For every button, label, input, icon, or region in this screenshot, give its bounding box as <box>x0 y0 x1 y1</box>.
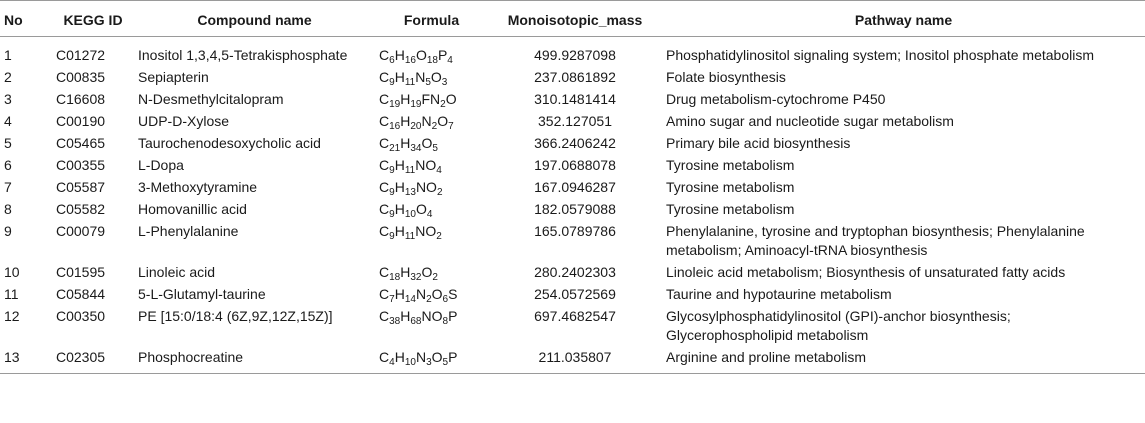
table-row <box>0 110 1145 132</box>
formula-subscript: 5 <box>442 357 449 368</box>
formula-subscript: 34 <box>410 143 422 154</box>
cell-no: 1 <box>4 47 12 63</box>
formula-element: H <box>394 157 405 173</box>
formula-element: H <box>400 91 411 107</box>
formula-subscript: 38 <box>389 316 401 327</box>
formula-element: FN <box>421 91 441 107</box>
formula-element: H <box>394 349 405 365</box>
formula-subscript: 19 <box>410 99 422 110</box>
header-formula: Formula <box>375 1 488 37</box>
cell-formula <box>375 283 488 305</box>
cell-monoisotopic-mass: 352.127051 <box>538 113 612 129</box>
formula-element: C <box>379 69 390 85</box>
formula-element: N <box>415 69 426 85</box>
cell-no: 8 <box>4 201 12 217</box>
cell-kegg-id: C01595 <box>56 264 106 280</box>
formula-element: C <box>379 201 390 217</box>
cell-compound-name: PE [15:0/18:4 (6Z,9Z,12Z,15Z)] <box>138 308 333 324</box>
cell-kegg-id: C05844 <box>56 286 106 302</box>
formula-subscript: 8 <box>442 316 449 327</box>
formula-element: O <box>431 286 443 302</box>
formula-element: O <box>430 69 442 85</box>
formula-subscript: 18 <box>389 272 401 283</box>
formula-element: O <box>421 135 433 151</box>
formula-subscript: 4 <box>426 209 433 220</box>
cell-no: 3 <box>4 91 12 107</box>
table-row <box>0 154 1145 176</box>
formula-subscript: 11 <box>404 231 416 242</box>
header-pathway-name: Pathway name <box>662 1 1145 37</box>
formula-element: O <box>421 264 433 280</box>
cell-monoisotopic-mass: 499.9287098 <box>534 47 616 63</box>
cell-no: 11 <box>4 286 19 302</box>
cell-pathway-name: Linoleic acid metabolism; Biosynthesis of unsaturated fatty acids <box>666 264 1066 280</box>
cell-formula <box>375 346 488 374</box>
cell-no: 6 <box>4 157 12 173</box>
formula-subscript: 9 <box>389 231 395 242</box>
header-kegg-id: KEGG ID <box>52 1 134 37</box>
cell-formula <box>375 220 488 261</box>
cell-monoisotopic-mass: 167.0946287 <box>534 179 616 195</box>
formula-element: P <box>448 308 458 324</box>
formula-subscript: 4 <box>447 55 453 66</box>
formula-subscript: 2 <box>426 294 432 305</box>
formula-element: N <box>415 286 427 302</box>
formula-element: H <box>394 201 405 217</box>
cell-compound-name: Inositol 1,3,4,5-Tetrakisphosphate <box>138 47 348 63</box>
formula-element: O <box>415 47 427 63</box>
cell-monoisotopic-mass: 237.0861892 <box>534 69 616 85</box>
formula-subscript: 6 <box>389 55 395 66</box>
cell-formula <box>375 132 488 154</box>
formula-element: H <box>394 47 405 63</box>
formula-subscript: 7 <box>389 294 395 305</box>
formula-element: O <box>431 349 443 365</box>
cell-kegg-id: C00835 <box>56 69 106 85</box>
formula-subscript: 21 <box>389 143 401 154</box>
formula-subscript: 32 <box>410 272 422 283</box>
header-row <box>0 1 1145 37</box>
cell-monoisotopic-mass: 211.035807 <box>488 346 662 374</box>
cell-compound-name: N-Desmethylcitalopram <box>138 91 284 107</box>
formula-element: C <box>379 91 390 107</box>
cell-no: 13 <box>0 346 52 374</box>
table-header <box>0 1 1145 37</box>
formula-element: NO <box>415 223 437 239</box>
cell-kegg-id: C00079 <box>56 223 106 239</box>
formula-subscript: 6 <box>442 294 449 305</box>
table-row <box>0 198 1145 220</box>
cell-compound-name: 5-L-Glutamyl-taurine <box>138 286 266 302</box>
formula-subscript: 9 <box>389 77 395 88</box>
formula-element: C <box>379 179 390 195</box>
formula-subscript: 5 <box>432 143 438 154</box>
formula-element: S <box>448 286 458 302</box>
formula-element: C <box>379 157 390 173</box>
formula-element: H <box>400 135 411 151</box>
header-no: No <box>0 1 52 37</box>
cell-formula <box>375 176 488 198</box>
cell-no: 4 <box>4 113 12 129</box>
cell-compound-name: UDP-D-Xylose <box>138 113 230 129</box>
formula-subscript: 11 <box>404 77 416 88</box>
formula-subscript: 9 <box>389 187 395 198</box>
formula-element: O <box>445 91 457 107</box>
cell-kegg-id: C01272 <box>56 47 106 63</box>
formula-element: H <box>394 179 405 195</box>
table-row <box>0 220 1145 261</box>
cell-compound-name: L-Phenylalanine <box>138 223 239 239</box>
formula-subscript: 20 <box>410 121 422 132</box>
formula-element: C <box>379 286 390 302</box>
table-row <box>0 88 1145 110</box>
cell-monoisotopic-mass: 165.0789786 <box>534 223 616 239</box>
cell-formula <box>375 198 488 220</box>
cell-monoisotopic-mass: 197.0688078 <box>534 157 616 173</box>
table-body <box>0 37 1145 374</box>
cell-no: 7 <box>4 179 12 195</box>
cell-formula <box>375 66 488 88</box>
cell-monoisotopic-mass: 697.4682547 <box>534 308 616 324</box>
formula-element: N <box>421 113 432 129</box>
table-row <box>0 37 1145 67</box>
cell-compound-name: 3-Methoxytyramine <box>138 179 258 195</box>
cell-kegg-id: C05587 <box>56 179 106 195</box>
formula-subscript: 5 <box>425 77 431 88</box>
formula-element: C <box>379 135 390 151</box>
cell-monoisotopic-mass: 182.0579088 <box>534 201 616 217</box>
formula-element: P <box>448 349 458 365</box>
formula-subscript: 11 <box>404 165 416 176</box>
table-row <box>0 283 1145 305</box>
formula-element: O <box>437 113 449 129</box>
cell-formula <box>375 305 488 346</box>
cell-compound-name: Linoleic acid <box>138 264 216 280</box>
table-row <box>0 66 1145 88</box>
formula-element: N <box>415 349 427 365</box>
formula-subscript: 16 <box>389 121 401 132</box>
formula-element: C <box>379 349 390 365</box>
formula-element: H <box>394 223 405 239</box>
formula-subscript: 10 <box>404 209 416 220</box>
cell-no: 10 <box>4 264 20 280</box>
formula-subscript: 2 <box>436 231 442 242</box>
cell-kegg-id: C16608 <box>56 91 106 107</box>
formula-subscript: 14 <box>404 294 416 305</box>
cell-kegg-id: C05582 <box>56 201 106 217</box>
formula-subscript: 18 <box>426 55 438 66</box>
cell-compound-name: Phosphocreatine <box>134 346 375 374</box>
cell-pathway-name: Phenylalanine, tyrosine and tryptophan biosynthesis; Phenylalanine metabolism; Aminoacyl-tRNA biosynthesis <box>666 223 1085 258</box>
formula-element: NO <box>415 157 437 173</box>
formula-element: H <box>400 113 411 129</box>
formula-element: H <box>394 286 405 302</box>
formula-element: NO <box>415 179 437 195</box>
table-row <box>0 346 1145 374</box>
formula-element: H <box>400 264 411 280</box>
table-row <box>0 305 1145 346</box>
cell-formula <box>375 154 488 176</box>
cell-pathway-name: Tyrosine metabolism <box>666 201 795 217</box>
cell-pathway-name: Phosphatidylinositol signaling system; Inositol phosphate metabolism <box>666 47 1095 63</box>
formula-subscript: 7 <box>448 121 454 132</box>
formula-element: C <box>379 223 390 239</box>
cell-kegg-id: C00355 <box>56 157 106 173</box>
table-row <box>0 132 1145 154</box>
formula-subscript: 2 <box>431 121 438 132</box>
cell-no: 5 <box>4 135 12 151</box>
formula-subscript: 10 <box>404 357 416 368</box>
formula-element: C <box>379 47 390 63</box>
formula-element: P <box>437 47 448 63</box>
cell-formula <box>375 110 488 132</box>
header-compound-name: Compound name <box>134 1 375 37</box>
cell-monoisotopic-mass: 254.0572569 <box>534 286 616 302</box>
cell-pathway-name: Amino sugar and nucleotide sugar metabolism <box>666 113 954 129</box>
table-row <box>0 176 1145 198</box>
formula-element: C <box>379 113 390 129</box>
cell-compound-name: L-Dopa <box>138 157 184 173</box>
formula-element: C <box>379 264 390 280</box>
cell-pathway-name: Tyrosine metabolism <box>666 179 795 195</box>
cell-pathway-name: Arginine and proline metabolism <box>662 346 1145 374</box>
cell-kegg-id: C00190 <box>56 113 106 129</box>
cell-compound-name: Homovanillic acid <box>138 201 247 217</box>
cell-monoisotopic-mass: 366.2406242 <box>534 135 616 151</box>
cell-monoisotopic-mass: 310.1481414 <box>534 91 616 107</box>
formula-subscript: 13 <box>404 187 416 198</box>
formula-subscript: 4 <box>436 165 442 176</box>
formula-element: C <box>379 308 390 324</box>
header-monoisotopic-mass: Monoisotopic_mass <box>488 1 662 37</box>
formula-subscript: 3 <box>441 77 448 88</box>
formula-element: H <box>394 69 405 85</box>
formula-subscript: 19 <box>389 99 401 110</box>
formula-subscript: 9 <box>389 165 395 176</box>
cell-no: 2 <box>4 69 12 85</box>
cell-pathway-name: Drug metabolism-cytochrome P450 <box>666 91 886 107</box>
cell-pathway-name: Folate biosynthesis <box>666 69 786 85</box>
cell-no: 9 <box>4 223 12 239</box>
cell-formula <box>375 88 488 110</box>
table-row <box>0 261 1145 283</box>
cell-pathway-name: Glycosylphosphatidylinositol (GPI)-anchor biosynthesis; Glycerophospholipid metabolism <box>666 308 1011 343</box>
cell-compound-name: Sepiapterin <box>138 69 209 85</box>
cell-monoisotopic-mass: 280.2402303 <box>534 264 616 280</box>
formula-element: NO <box>421 308 443 324</box>
cell-pathway-name: Taurine and hypotaurine metabolism <box>666 286 892 302</box>
formula-subscript: 68 <box>410 316 422 327</box>
formula-subscript: 2 <box>440 99 446 110</box>
formula-element: O <box>415 201 427 217</box>
cell-no: 12 <box>4 308 20 324</box>
cell-compound-name: Taurochenodesoxycholic acid <box>138 135 321 151</box>
cell-pathway-name: Tyrosine metabolism <box>666 157 795 173</box>
cell-pathway-name: Primary bile acid biosynthesis <box>666 135 851 151</box>
formula-subscript: 2 <box>436 187 443 198</box>
formula-element: H <box>400 308 411 324</box>
cell-formula <box>375 261 488 283</box>
formula-subscript: 3 <box>426 357 432 368</box>
cell-kegg-id: C05465 <box>56 135 106 151</box>
formula-subscript: 4 <box>389 357 395 368</box>
formula-subscript: 16 <box>404 55 416 66</box>
formula-subscript: 2 <box>432 272 438 283</box>
cell-kegg-id: C00350 <box>56 308 106 324</box>
cell-kegg-id: C02305 <box>52 346 134 374</box>
formula-subscript: 9 <box>389 209 395 220</box>
cell-formula <box>375 37 488 67</box>
